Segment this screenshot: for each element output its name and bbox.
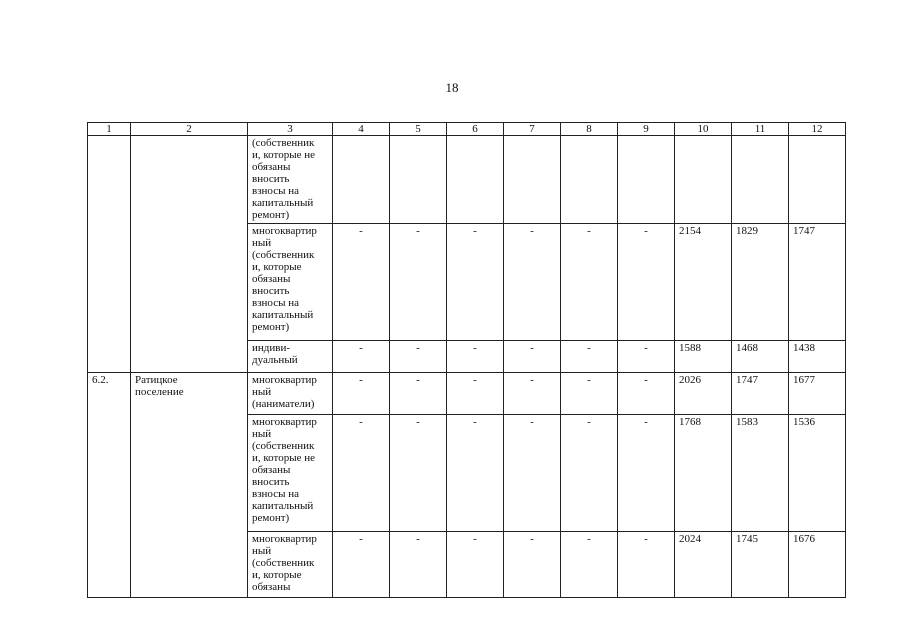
value-cell: -	[561, 415, 618, 532]
value-cell: 1829	[732, 224, 789, 341]
value-cell: -	[504, 532, 561, 598]
value-cell: -	[504, 224, 561, 341]
value-cell	[732, 136, 789, 224]
value-cell: 1536	[789, 415, 846, 532]
table-row	[88, 373, 846, 415]
value-cell: 1677	[789, 373, 846, 415]
value-cell: -	[561, 341, 618, 373]
value-cell	[618, 136, 675, 224]
value-cell: -	[561, 373, 618, 415]
housing-type-cell: многоквартир ный (собственник и, которые не обязаны вносить взносы на капитальный ремонт)	[248, 415, 333, 532]
housing-type-cell: (собственник и, которые не обязаны вносить взносы на капитальный ремонт)	[248, 136, 333, 224]
column-number: 8	[561, 123, 618, 136]
value-cell: -	[333, 373, 390, 415]
value-cell: -	[618, 415, 675, 532]
value-cell: -	[333, 532, 390, 598]
value-cell: 1438	[789, 341, 846, 373]
value-cell: 1745	[732, 532, 789, 598]
value-cell: -	[504, 373, 561, 415]
value-cell	[447, 136, 504, 224]
value-cell	[561, 136, 618, 224]
value-cell: -	[447, 341, 504, 373]
column-number: 1	[88, 123, 131, 136]
value-cell: -	[504, 341, 561, 373]
value-cell: -	[447, 224, 504, 341]
tariff-table	[87, 122, 846, 598]
column-number: 9	[618, 123, 675, 136]
value-cell: -	[390, 373, 447, 415]
value-cell: 2026	[675, 373, 732, 415]
value-cell: -	[333, 224, 390, 341]
settlement-cell	[131, 136, 248, 373]
value-cell: 1747	[789, 224, 846, 341]
column-number-row	[88, 123, 846, 136]
value-cell: 2154	[675, 224, 732, 341]
value-cell: -	[618, 341, 675, 373]
value-cell: 1676	[789, 532, 846, 598]
column-number: 7	[504, 123, 561, 136]
value-cell: -	[333, 341, 390, 373]
value-cell: -	[390, 415, 447, 532]
housing-type-cell: многоквартир ный (собственник и, которые обязаны вносить взносы на капитальный ремонт)	[248, 224, 333, 341]
value-cell: -	[390, 341, 447, 373]
column-number: 6	[447, 123, 504, 136]
column-number: 11	[732, 123, 789, 136]
column-number: 3	[248, 123, 333, 136]
housing-type-cell: многоквартир ный (наниматели)	[248, 373, 333, 415]
value-cell: 2024	[675, 532, 732, 598]
value-cell: -	[618, 532, 675, 598]
page-number: 18	[445, 80, 459, 95]
column-number: 4	[333, 123, 390, 136]
housing-type-cell: индиви- дуальный	[248, 341, 333, 373]
value-cell: -	[504, 415, 561, 532]
settlement-cell: Ратицкое поселение	[131, 373, 248, 598]
column-number: 10	[675, 123, 732, 136]
value-cell	[789, 136, 846, 224]
value-cell: -	[561, 532, 618, 598]
value-cell: -	[561, 224, 618, 341]
column-number: 2	[131, 123, 248, 136]
value-cell: 1768	[675, 415, 732, 532]
housing-type-cell: многоквартир ный (собственник и, которые обязаны	[248, 532, 333, 598]
table-row	[88, 136, 846, 224]
value-cell: -	[447, 532, 504, 598]
value-cell: -	[333, 415, 390, 532]
column-number: 5	[390, 123, 447, 136]
value-cell	[504, 136, 561, 224]
value-cell: 1468	[732, 341, 789, 373]
value-cell: -	[447, 373, 504, 415]
row-number-cell	[88, 136, 131, 373]
value-cell: 1583	[732, 415, 789, 532]
value-cell: -	[618, 224, 675, 341]
value-cell: -	[390, 532, 447, 598]
value-cell: -	[390, 224, 447, 341]
value-cell	[333, 136, 390, 224]
value-cell: 1588	[675, 341, 732, 373]
value-cell: -	[447, 415, 504, 532]
column-number: 12	[789, 123, 846, 136]
value-cell	[675, 136, 732, 224]
value-cell	[390, 136, 447, 224]
row-number-cell: 6.2.	[88, 373, 131, 598]
value-cell: 1747	[732, 373, 789, 415]
value-cell: -	[618, 373, 675, 415]
